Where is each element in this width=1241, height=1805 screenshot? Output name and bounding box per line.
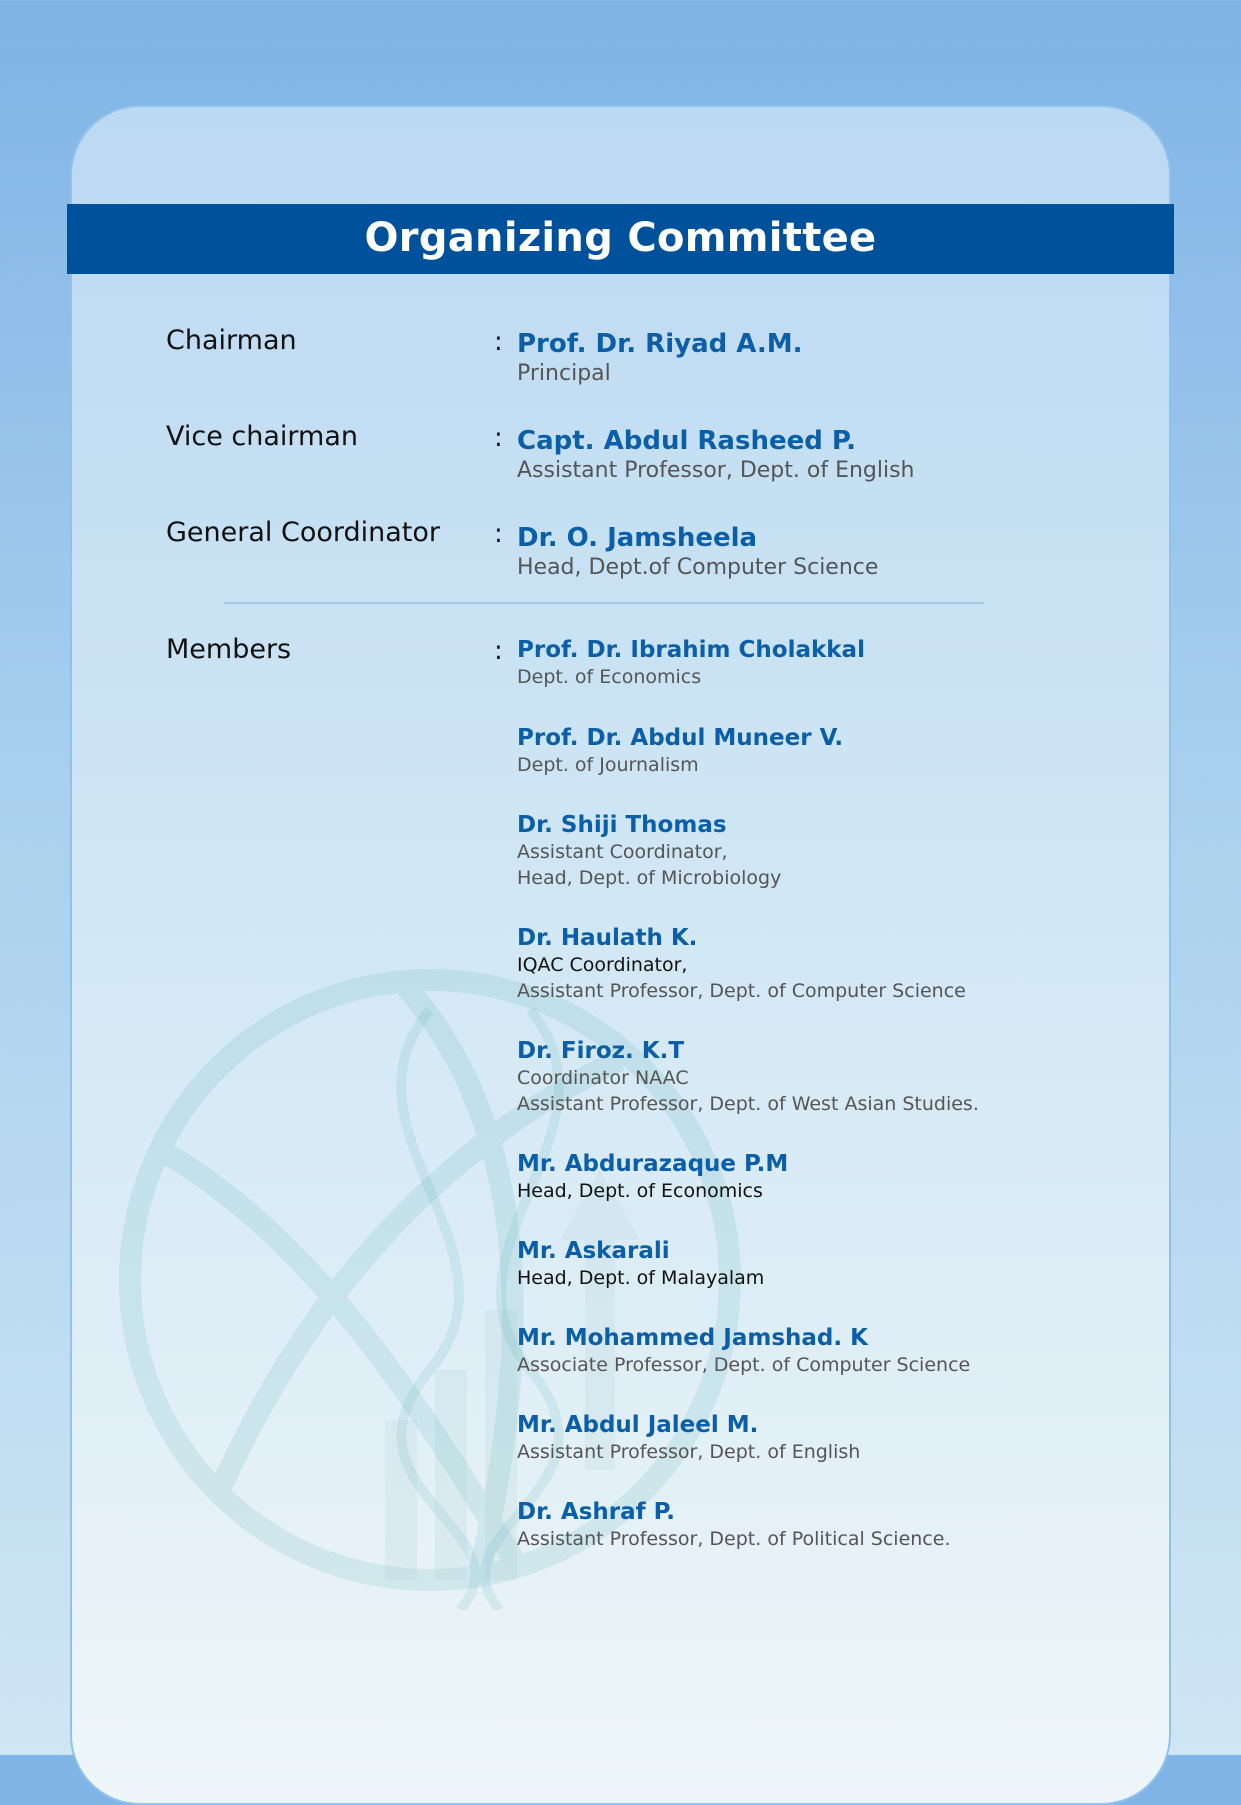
member-entry — [517, 1150, 788, 1204]
member-role: Coordinator NAAC — [517, 1067, 689, 1089]
member-role: Head, Dept. of Malayalam — [517, 1267, 765, 1289]
member-entry — [517, 1411, 860, 1465]
chairman-entry — [517, 329, 803, 389]
members-colon: : — [494, 636, 503, 666]
member-name: Dr. Shiji Thomas — [517, 812, 727, 838]
member-role: Head, Dept. of Economics — [517, 1180, 763, 1202]
chairman-role: Principal — [517, 361, 611, 386]
vice-chairman-role: Assistant Professor, Dept. of English — [517, 458, 915, 483]
chairman-name: Prof. Dr. Riyad A.M. — [517, 329, 803, 359]
member-entry — [517, 1037, 979, 1117]
vice-chairman-name: Capt. Abdul Rasheed P. — [517, 426, 857, 456]
general-coordinator-colon: : — [494, 519, 503, 549]
member-role: Dept. of Journalism — [517, 754, 699, 776]
member-name: Dr. Haulath K. — [517, 925, 698, 951]
member-entry — [517, 924, 966, 1004]
member-name: Prof. Dr. Abdul Muneer V. — [517, 725, 844, 751]
general-coordinator-entry — [517, 523, 878, 583]
member-entry — [517, 1237, 764, 1291]
member-name: Mr. Mohammed Jamshad. K — [517, 1325, 868, 1351]
member-role: Assistant Professor, Dept. of Political Science. — [517, 1528, 951, 1550]
page-title: Organizing Committee — [364, 215, 877, 261]
member-role: Assistant Coordinator, — [517, 841, 728, 863]
member-role: Assistant Professor, Dept. of Computer Science — [517, 980, 966, 1002]
chairman-colon: : — [494, 327, 503, 357]
general-coordinator-name: Dr. O. Jamsheela — [517, 523, 758, 553]
member-entry — [517, 636, 865, 690]
member-role: Head, Dept. of Microbiology — [517, 867, 782, 889]
title-banner — [67, 204, 1174, 274]
member-role: IQAC Coordinator, — [517, 954, 688, 976]
member-name: Prof. Dr. Ibrahim Cholakkal — [517, 637, 865, 663]
member-entry — [517, 724, 843, 778]
general-coordinator-role: Head, Dept.of Computer Science — [517, 555, 879, 580]
member-role: Assistant Professor, Dept. of English — [517, 1441, 861, 1463]
member-entry — [517, 811, 781, 891]
vice-chairman-label: Vice chairman — [166, 421, 359, 452]
member-name: Mr. Askarali — [517, 1238, 670, 1264]
members-label: Members — [166, 634, 292, 665]
vice-chairman-colon: : — [494, 423, 503, 453]
member-role: Assistant Professor, Dept. of West Asian Studies. — [517, 1093, 979, 1115]
member-role: Associate Professor, Dept. of Computer Science — [517, 1354, 971, 1376]
member-role: Dept. of Economics — [517, 666, 702, 688]
member-entry — [517, 1498, 950, 1552]
member-name: Mr. Abdurazaque P.M — [517, 1151, 789, 1177]
member-name: Dr. Firoz. K.T — [517, 1038, 685, 1064]
member-name: Mr. Abdul Jaleel M. — [517, 1412, 759, 1438]
member-name: Dr. Ashraf P. — [517, 1499, 676, 1525]
general-coordinator-label: General Coordinator — [166, 517, 441, 548]
vice-chairman-entry — [517, 426, 915, 486]
chairman-label: Chairman — [166, 325, 297, 356]
section-divider — [224, 602, 984, 604]
member-entry — [517, 1324, 970, 1378]
